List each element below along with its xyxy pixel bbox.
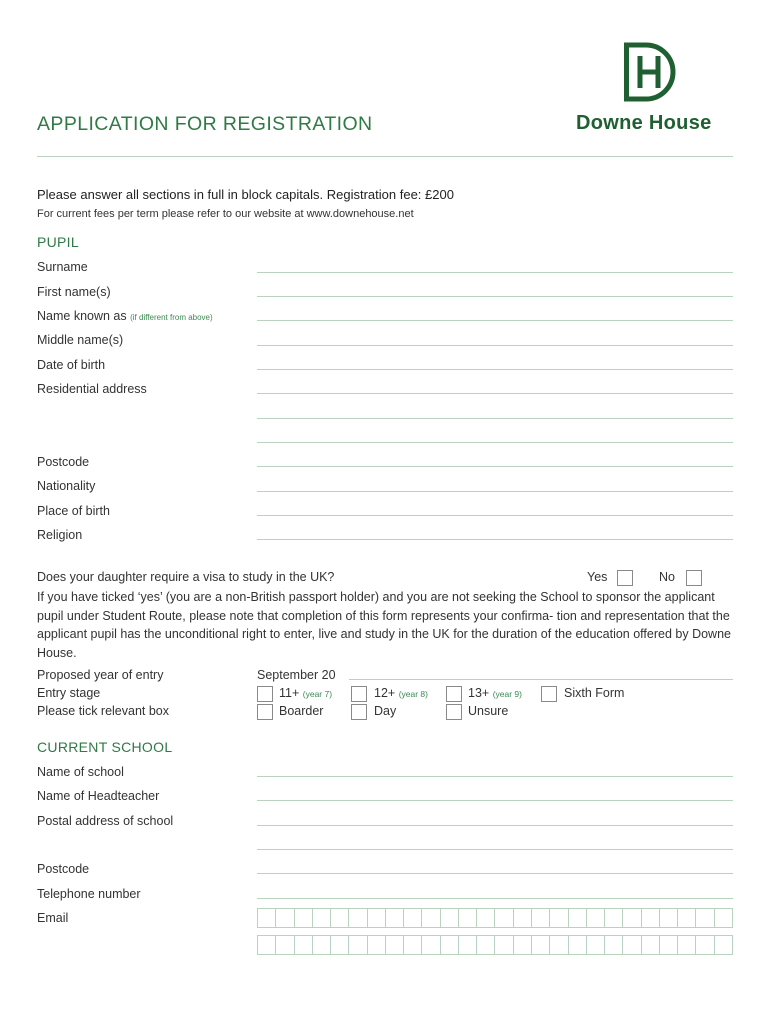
boarder-checkbox[interactable] — [257, 704, 273, 720]
email-char-cell[interactable] — [295, 936, 313, 954]
email-char-cell[interactable] — [313, 909, 331, 927]
instructions-text: Please answer all sections in full in block capitals. Registration fee: £200 — [37, 187, 454, 202]
email-char-cell[interactable] — [459, 909, 477, 927]
first-names-label: First name(s) — [37, 285, 111, 299]
email-char-cell[interactable] — [587, 909, 605, 927]
section-heading-pupil: PUPIL — [37, 234, 79, 250]
email-char-cell[interactable] — [422, 909, 440, 927]
middle-names-label: Middle name(s) — [37, 333, 124, 347]
residential-address-label: Residential address — [37, 382, 147, 396]
brand-name: Downe House — [576, 112, 712, 134]
school-address-line-2-field[interactable] — [257, 849, 733, 850]
email-char-cell[interactable] — [514, 909, 532, 927]
tick-box-label: Please tick relevant box — [37, 704, 170, 718]
entry-11-checkbox[interactable] — [257, 686, 273, 702]
date-of-birth-field[interactable] — [257, 369, 733, 370]
name-known-as-text: Name known as — [37, 309, 127, 323]
proposed-year-value: September 20 — [257, 668, 336, 682]
email-char-cell[interactable] — [660, 909, 678, 927]
sixth-form-label: Sixth Form — [564, 686, 625, 700]
entry-12-checkbox[interactable] — [351, 686, 367, 702]
nationality-label: Nationality — [37, 479, 96, 493]
email-char-cell[interactable] — [550, 936, 568, 954]
proposed-year-field[interactable] — [349, 679, 733, 680]
email-char-cell[interactable] — [495, 936, 513, 954]
unsure-label: Unsure — [468, 704, 509, 718]
email-char-cell[interactable] — [276, 936, 294, 954]
email-char-cell[interactable] — [678, 909, 696, 927]
email-char-cell[interactable] — [587, 936, 605, 954]
email-char-cell[interactable] — [715, 909, 732, 927]
email-label: Email — [37, 911, 69, 925]
nationality-field[interactable] — [257, 491, 733, 492]
pupil-postcode-label: Postcode — [37, 455, 90, 469]
visa-statement: If you have ticked ‘yes’ (you are a non-British passport holder) and you are not seeking the School to sponsor the applicant pupil under Student Route, please note that completion of this form represents your confirma- tion and representation that the applicant pupil has the unconditional right to enter, live and study in the UK for the duration of the education offered by Downe House. — [37, 590, 731, 660]
headteacher-label: Name of Headteacher — [37, 789, 160, 803]
email-char-cell[interactable] — [642, 936, 660, 954]
email-char-cell[interactable] — [569, 936, 587, 954]
section-heading-current-school: CURRENT SCHOOL — [37, 739, 173, 755]
email-char-cell[interactable] — [642, 909, 660, 927]
page-title: APPLICATION FOR REGISTRATION — [37, 113, 373, 135]
visa-question: Does your daughter require a visa to study in the UK? — [37, 570, 335, 584]
email-char-cell[interactable] — [605, 936, 623, 954]
name-known-as-field[interactable] — [257, 320, 733, 321]
email-char-cell[interactable] — [441, 936, 459, 954]
email-char-cell[interactable] — [331, 936, 349, 954]
day-checkbox[interactable] — [351, 704, 367, 720]
email-char-cell[interactable] — [258, 936, 276, 954]
date-of-birth-label: Date of birth — [37, 358, 106, 372]
place-of-birth-label: Place of birth — [37, 504, 110, 518]
email-char-cell[interactable] — [441, 909, 459, 927]
school-address-line-1-field[interactable] — [257, 825, 733, 826]
school-postcode-field[interactable] — [257, 873, 733, 874]
email-char-cell[interactable] — [459, 936, 477, 954]
proposed-year-label: Proposed year of entry — [37, 668, 164, 682]
entry-12-note: (year 8) — [398, 689, 428, 699]
middle-names-field[interactable] — [257, 345, 733, 346]
email-char-cell[interactable] — [605, 909, 623, 927]
headteacher-field[interactable] — [257, 800, 733, 801]
name-known-as-label — [37, 309, 213, 323]
name-known-as-note: (if different from above) — [130, 313, 213, 322]
entry-11-text: 11+ — [279, 686, 300, 700]
email-char-cell[interactable] — [495, 909, 513, 927]
religion-label: Religion — [37, 528, 83, 542]
email-char-cell[interactable] — [623, 936, 641, 954]
email-char-cell[interactable] — [696, 909, 714, 927]
address-line-3-field[interactable] — [257, 442, 733, 443]
day-label: Day — [374, 704, 397, 718]
address-line-2-field[interactable] — [257, 418, 733, 419]
email-char-cell[interactable] — [386, 936, 404, 954]
email-char-cell[interactable] — [349, 909, 367, 927]
email-char-cell[interactable] — [404, 909, 422, 927]
visa-no-checkbox[interactable] — [686, 570, 702, 586]
email-char-cell[interactable] — [514, 936, 532, 954]
entry-11-label — [279, 686, 332, 700]
entry-12-text: 12+ — [374, 686, 396, 700]
unsure-checkbox[interactable] — [446, 704, 462, 720]
address-line-1-field[interactable] — [257, 393, 733, 394]
visa-yes-label: Yes — [587, 570, 608, 584]
email-char-cell[interactable] — [349, 936, 367, 954]
email-char-cell[interactable] — [678, 936, 696, 954]
entry-12-label — [374, 686, 428, 700]
entry-13-text: 13+ — [468, 686, 490, 700]
surname-field[interactable] — [257, 272, 733, 273]
email-char-cell[interactable] — [295, 909, 313, 927]
school-address-label: Postal address of school — [37, 814, 174, 828]
email-char-cell[interactable] — [368, 909, 386, 927]
email-char-cell[interactable] — [550, 909, 568, 927]
email-char-cell[interactable] — [660, 936, 678, 954]
email-char-cell[interactable] — [715, 936, 732, 954]
dh-monogram-icon — [618, 42, 680, 102]
school-name-label: Name of school — [37, 765, 124, 779]
email-char-cell[interactable] — [569, 909, 587, 927]
email-char-cell[interactable] — [477, 909, 495, 927]
email-char-cell[interactable] — [258, 909, 276, 927]
email-char-cell[interactable] — [532, 936, 550, 954]
first-names-field[interactable] — [257, 296, 733, 297]
visa-yes-checkbox[interactable] — [617, 570, 633, 586]
entry-stage-label: Entry stage — [37, 686, 101, 700]
sixth-form-checkbox[interactable] — [541, 686, 557, 702]
email-char-cell[interactable] — [696, 936, 714, 954]
entry-13-checkbox[interactable] — [446, 686, 462, 702]
email-char-cell[interactable] — [276, 909, 294, 927]
email-char-cell[interactable] — [532, 909, 550, 927]
email-char-cell[interactable] — [623, 909, 641, 927]
telephone-field[interactable] — [257, 898, 733, 899]
email-char-cell[interactable] — [422, 936, 440, 954]
entry-11-note: (year 7) — [302, 689, 333, 699]
place-of-birth-field[interactable] — [257, 515, 733, 516]
email-char-cell[interactable] — [404, 936, 422, 954]
email-char-cell[interactable] — [477, 936, 495, 954]
telephone-label: Telephone number — [37, 887, 141, 901]
email-char-cell[interactable] — [368, 936, 386, 954]
email-char-cell[interactable] — [331, 909, 349, 927]
pupil-postcode-field[interactable] — [257, 466, 733, 467]
surname-label: Surname — [37, 260, 88, 274]
email-grid-row-2[interactable] — [257, 935, 733, 955]
boarder-label: Boarder — [279, 704, 324, 718]
religion-field[interactable] — [257, 539, 733, 540]
header-divider — [37, 156, 733, 157]
entry-13-label — [468, 686, 522, 700]
school-name-field[interactable] — [257, 776, 733, 777]
fees-note: For current fees per term please refer to our website at www.downehouse.net — [37, 208, 414, 220]
school-postcode-label: Postcode — [37, 862, 90, 876]
visa-no-label: No — [659, 570, 675, 584]
entry-13-note: (year 9) — [492, 689, 522, 699]
email-char-cell[interactable] — [313, 936, 331, 954]
email-grid-row-1[interactable] — [257, 908, 733, 928]
email-char-cell[interactable] — [386, 909, 404, 927]
